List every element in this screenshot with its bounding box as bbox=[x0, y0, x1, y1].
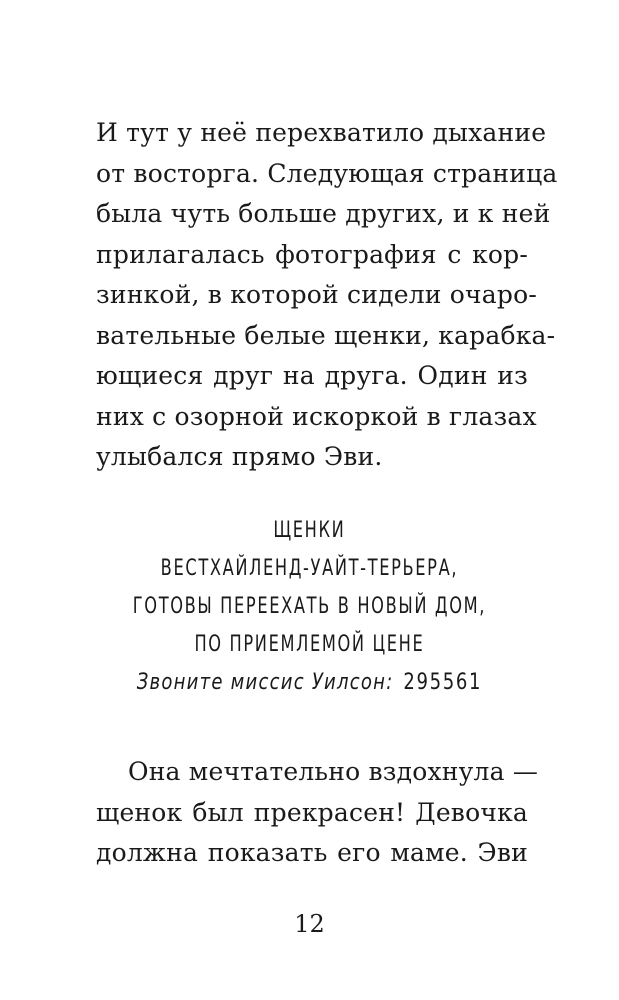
page-number: 12 bbox=[294, 910, 325, 938]
advert-title: ЩЕНКИ bbox=[273, 518, 346, 543]
text-line: прилагалась фотография с кор- bbox=[96, 239, 528, 269]
advert-phone-label: Звоните миссис Уилсон: bbox=[136, 670, 394, 695]
advert-breed: ВЕСТХАЙЛЕНД-УАЙТ-ТЕРЬЕРА, bbox=[160, 556, 459, 581]
advert-phone-number: 295561 bbox=[403, 670, 483, 695]
text-line: щенок был прекрасен! Девочка bbox=[96, 797, 528, 827]
text-line: них с озорной искоркой в глазах bbox=[96, 401, 537, 431]
text-line: улыбался прямо Эви. bbox=[96, 442, 383, 471]
text-line: вательные белые щенки, карабка- bbox=[96, 320, 556, 350]
advert-price: ПО ПРИЕМЛЕМОЙ ЦЕНЕ bbox=[194, 632, 425, 657]
text-line: была чуть больше других, и к ней bbox=[96, 199, 551, 228]
advert-phone bbox=[56, 664, 564, 702]
paragraph-1 bbox=[96, 113, 558, 478]
text-line: Она мечтательно вздохнула — bbox=[128, 757, 539, 786]
paragraph-2 bbox=[96, 752, 539, 874]
puppy-advertisement bbox=[56, 512, 564, 702]
advert-offer: ГОТОВЫ ПЕРЕЕХАТЬ В НОВЫЙ ДОМ, bbox=[132, 594, 487, 619]
text-line: И тут у неё перехватило дыхание bbox=[96, 118, 547, 147]
text-line: от восторга. Следующая страница bbox=[96, 158, 558, 188]
text-line: должна показать его маме. Эви bbox=[96, 838, 528, 867]
text-line: ющиеся друг на друга. Один из bbox=[96, 361, 528, 390]
text-line: зинкой, в которой сидели очаро- bbox=[96, 280, 537, 309]
